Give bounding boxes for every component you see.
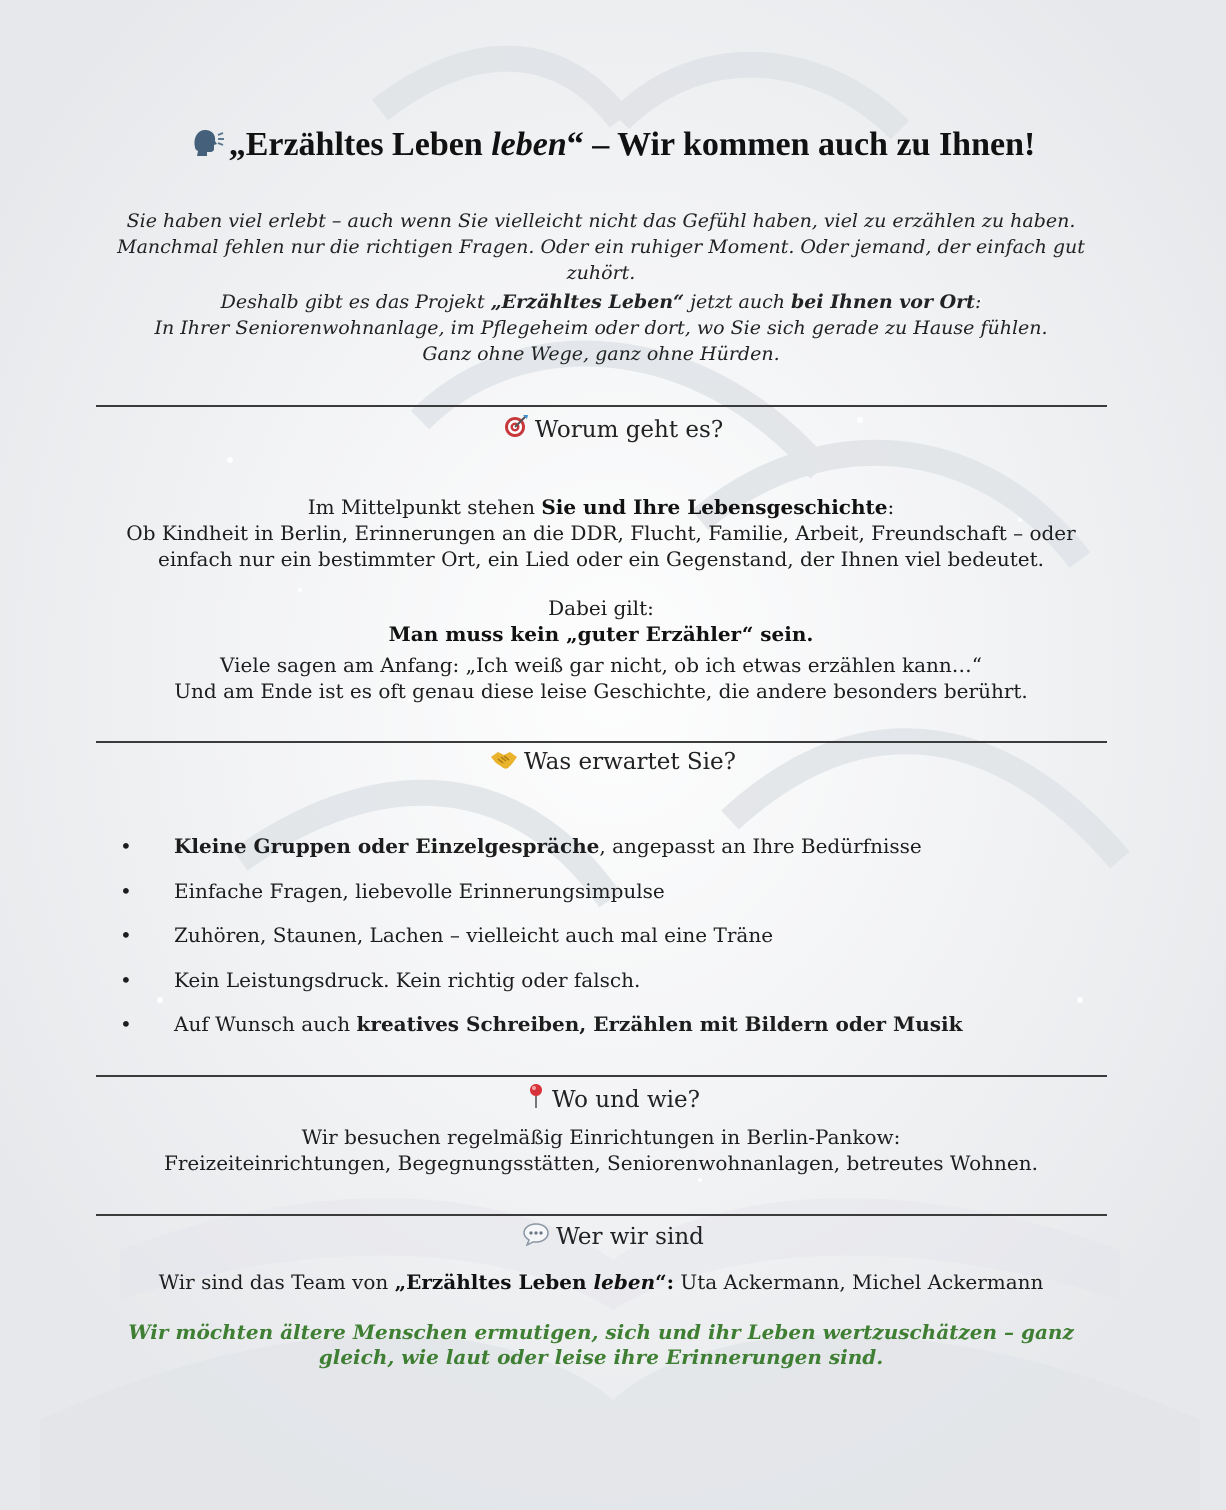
worum-rule-bold xyxy=(96,621,1106,647)
title-part-3: “ – Wir kommen auch zu Ihnen! xyxy=(566,126,1036,163)
intro-p2-line-3: Ganz ohne Wege, ganz ohne Hürden. xyxy=(422,343,780,365)
intro-p2-e: : xyxy=(974,291,982,313)
section-divider-2 xyxy=(96,741,1107,743)
worum-paragraph xyxy=(96,494,1106,572)
intro-p2-line-2: In Ihrer Seniorenwohnanlage, im Pflegeheim oder dort, wo Sie sich gerade zu Hause fühlen. xyxy=(154,317,1048,339)
speaking-head-icon xyxy=(191,127,225,166)
bullet: • xyxy=(120,967,132,992)
bullet: • xyxy=(120,1012,132,1037)
wo-paragraph xyxy=(96,1124,1106,1176)
title-part-2: leben xyxy=(491,126,567,163)
intro-on-site: bei Ihnen vor Ort xyxy=(791,291,975,313)
erwartet-heading-text: Was erwartet Sie? xyxy=(524,749,736,775)
worum-quote-line-1: Viele sagen am Anfang: „Ich weiß gar nicht, ob ich etwas erzählen kann…“ xyxy=(220,653,982,677)
list-item xyxy=(118,964,1098,1009)
wer-heading-text: Wer wir sind xyxy=(556,1224,704,1250)
worum-line1-c: : xyxy=(887,495,895,519)
worum-line1-a: Im Mittelpunkt stehen xyxy=(307,495,542,519)
page-title xyxy=(0,126,1226,166)
bullet: • xyxy=(120,834,132,858)
intro-project-name: „Erzähltes Leben“ xyxy=(490,291,685,313)
list-item xyxy=(118,1008,1098,1053)
title-part-1: „Erzähltes Leben xyxy=(228,126,492,163)
bullet: • xyxy=(120,878,132,903)
worum-quote xyxy=(96,652,1106,704)
closing-statement: Wir möchten ältere Menschen ermutigen, sich und ihr Leben wertzuschätzen – ganz gleich, wie laut oder leise ihre Erinnerungen sind. xyxy=(128,1320,1074,1369)
team-project-close: “: xyxy=(655,1270,674,1294)
speech-bubble-icon xyxy=(522,1222,550,1252)
item-bold-first: Kleine Gruppen oder Einzelgespräche xyxy=(174,834,600,858)
target-icon xyxy=(503,413,529,445)
section-divider-4 xyxy=(96,1214,1107,1216)
item-text: Einfache Fragen, liebevolle Erinnerungsimpulse xyxy=(174,878,665,903)
list-item xyxy=(118,830,1098,875)
section-heading-wo xyxy=(0,1083,1226,1115)
intro-paragraph-1: Sie haben viel erlebt – auch wenn Sie vielleicht nicht das Gefühl haben, viel zu erzählen zu haben. Manchmal fehlen nur die richtigen Fragen. Oder ein ruhiger Moment. Oder jemand, der einfach gut zuhört. xyxy=(117,210,1085,284)
team-names: Uta Ackermann, Michel Ackermann xyxy=(674,1270,1044,1294)
section-divider-1 xyxy=(96,405,1107,407)
worum-line1-bold: Sie und Ihre Lebensgeschichte xyxy=(541,495,888,519)
list-item xyxy=(118,919,1098,964)
item-text: Auf Wunsch auch xyxy=(174,1012,357,1037)
team-a: Wir sind das Team von xyxy=(158,1270,395,1294)
expectations-list xyxy=(118,830,1098,1053)
worum-quote-line-2: Und am Ende ist es oft genau diese leise Geschichte, die andere besonders berührt. xyxy=(174,679,1028,703)
worum-rule-bold-text: Man muss kein „guter Erzähler“ sein. xyxy=(388,622,814,646)
wo-line-1: Wir besuchen regelmäßig Einrichtungen in Berlin-Pankow: xyxy=(301,1125,901,1149)
item-text: Zuhören, Staunen, Lachen – vielleicht auch mal eine Träne xyxy=(174,923,774,948)
section-heading-worum xyxy=(0,413,1226,445)
pushpin-icon xyxy=(526,1083,546,1115)
intro-paragraph-2 xyxy=(96,289,1106,367)
team-project-name-italic: leben xyxy=(593,1270,656,1294)
intro-p2-a: Deshalb gibt es das Projekt xyxy=(220,291,491,313)
item-text: Kein Leistungsdruck. Kein richtig oder falsch. xyxy=(174,967,641,992)
wo-line-2: Freizeiteinrichtungen, Begegnungsstätten, Seniorenwohnanlagen, betreutes Wohnen. xyxy=(163,1151,1038,1175)
list-item xyxy=(118,875,1098,920)
intro-p2-c: jetzt auch xyxy=(684,291,792,313)
section-divider-3 xyxy=(96,1075,1107,1077)
worum-line2: Ob Kindheit in Berlin, Erinnerungen an die DDR, Flucht, Familie, Arbeit, Freundschaft – oder einfach nur ein bestimmter Ort, ein Lied oder ein Gegenstand, der Ihnen viel bedeutet. xyxy=(126,521,1076,571)
team-paragraph xyxy=(96,1269,1106,1295)
team-project-name: „Erzähltes Leben xyxy=(394,1270,594,1294)
worum-rule-intro: Dabei gilt: xyxy=(548,596,654,620)
handshake-icon xyxy=(490,749,518,777)
bullet: • xyxy=(120,923,132,948)
item-bold-last: kreatives Schreiben, Erzählen mit Bildern oder Musik xyxy=(356,1012,963,1037)
section-heading-wer xyxy=(0,1222,1226,1252)
section-heading-erwartet xyxy=(0,749,1226,777)
wo-heading-text: Wo und wie? xyxy=(552,1087,700,1113)
worum-heading-text: Worum geht es? xyxy=(534,417,724,443)
item-text: , angepasst an Ihre Bedürfnisse xyxy=(599,834,922,858)
